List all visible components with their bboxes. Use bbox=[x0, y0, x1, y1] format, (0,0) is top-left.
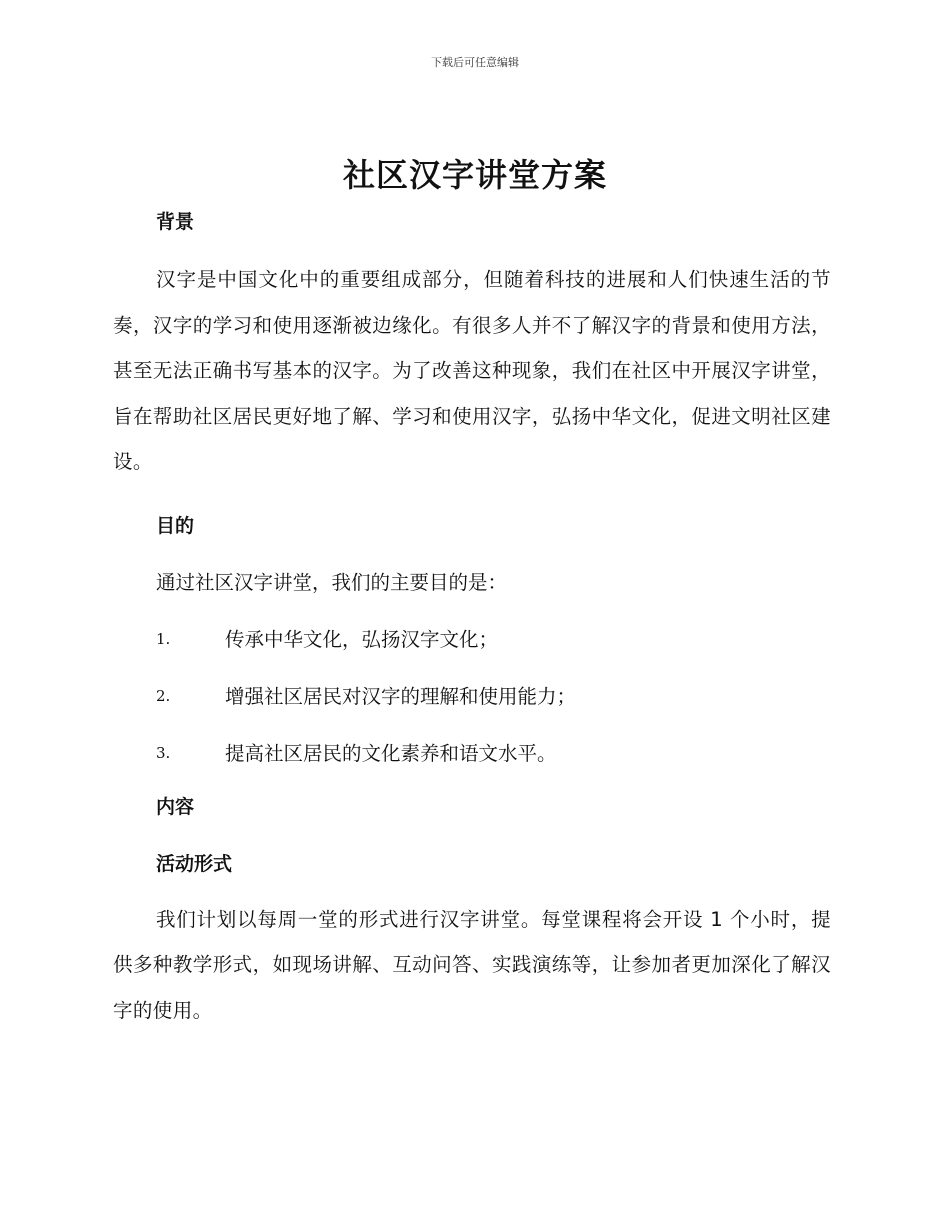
list-item-number: 3. bbox=[156, 743, 171, 762]
list-item-text: 提高社区居民的文化素养和语文水平。 bbox=[225, 741, 557, 765]
list-item-number: 2. bbox=[156, 686, 171, 705]
background-paragraph: 汉字是中国文化中的重要组成部分，但随着科技的进展和人们快速生活的节奏，汉字的学习和使用逐渐被边缘化。有很多人并不了解汉字的背景和使用方法，甚至无法正确书写基本的汉字。为了改善这种现象，我们在社区中开展汉字讲堂，旨在帮助社区居民更好地了解、学习和使用汉字，弘扬中华文化，促进文明社区建设。 bbox=[113, 268, 831, 473]
activity-format-paragraph: 我们计划以每周一堂的形式进行汉字讲堂。每堂课程将会开设 1 个小时，提供多种教学形式，如现场讲解、互动问答、实践演练等，让参加者更加深化了解汉字的使用。 bbox=[113, 907, 831, 1022]
document-body bbox=[113, 200, 831, 1033]
header-note: 下载后可任意编辑 bbox=[431, 56, 519, 69]
document-title: 社区汉字讲堂方案 bbox=[342, 156, 607, 194]
content-section bbox=[113, 785, 831, 1034]
list-item-text: 传承中华文化，弘扬汉字文化； bbox=[225, 627, 499, 651]
list-item bbox=[113, 725, 831, 782]
purpose-heading: 目的 bbox=[156, 514, 195, 537]
background-section bbox=[113, 200, 831, 485]
list-item bbox=[113, 668, 831, 725]
list-item bbox=[113, 611, 831, 668]
purpose-list bbox=[113, 611, 831, 782]
purpose-section bbox=[113, 504, 831, 782]
content-heading: 内容 bbox=[156, 795, 195, 818]
activity-format-heading: 活动形式 bbox=[156, 852, 233, 875]
background-heading: 背景 bbox=[156, 211, 195, 233]
purpose-intro: 通过社区汉字讲堂，我们的主要目的是： bbox=[156, 570, 508, 594]
list-item-number: 1. bbox=[156, 629, 171, 648]
list-item-text: 增强社区居民对汉字的理解和使用能力； bbox=[225, 684, 577, 708]
